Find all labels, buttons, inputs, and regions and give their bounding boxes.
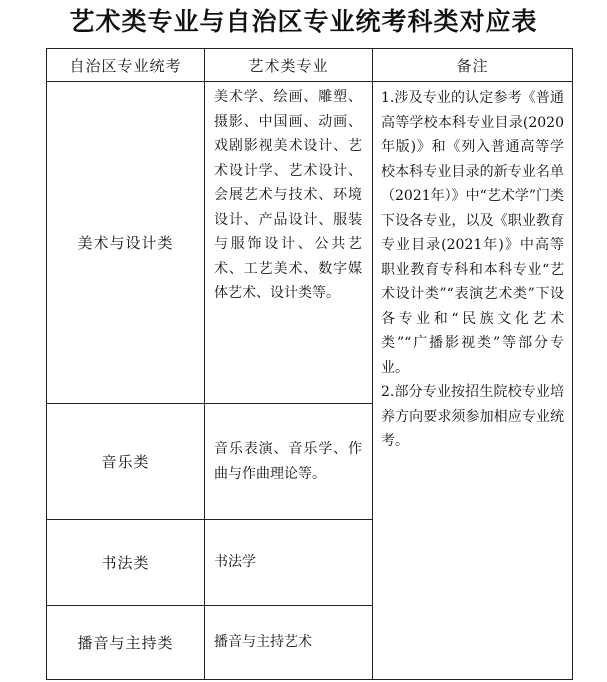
category-cell: 美术与设计类 [47, 82, 205, 404]
category-cell: 播音与主持类 [47, 606, 205, 680]
correspondence-table [46, 48, 573, 680]
category-cell: 书法类 [47, 520, 205, 606]
majors-cell: 音乐表演、音乐学、作曲与作曲理论等。 [205, 404, 373, 520]
majors-cell: 书法学 [205, 520, 373, 606]
table-row [47, 82, 573, 404]
majors-cell: 播音与主持艺术 [205, 606, 373, 680]
document-title: 艺术类专业与自治区专业统考科类对应表 [69, 7, 538, 36]
header-art-majors: 艺术类专业 [205, 49, 373, 82]
header-notes: 备注 [373, 49, 573, 82]
category-cell: 音乐类 [47, 404, 205, 520]
table-header-row [47, 49, 573, 82]
notes-cell [373, 82, 573, 680]
majors-cell: 美术学、绘画、雕塑、摄影、中国画、动画、戏剧影视美术设计、艺术设计学、艺术设计、会展艺术与技术、环境设计、产品设计、服装与服饰设计、公共艺术、工艺美术、数字媒体艺术、设计类等。 [205, 82, 373, 404]
note-item-2: 2.部分专业按招生院校专业培养方向要求须参加相应专业统考。 [381, 384, 564, 449]
header-exam-category: 自治区专业统考 [47, 49, 205, 82]
note-item-1: 1.涉及专业的认定参考《普通高等学校本科专业目录(2020年版)》和《列入普通高等学校本科专业目录的新专业名单（2021年）》中“艺术学”门类下设各专业，以及《职业教育专业目录(2021年)》中高等职业教育专科和本科专业“艺术设计类”“表演艺术类”下设各专业和“民族文化艺术类”“广播影视类”等部分专业。 [381, 90, 564, 376]
